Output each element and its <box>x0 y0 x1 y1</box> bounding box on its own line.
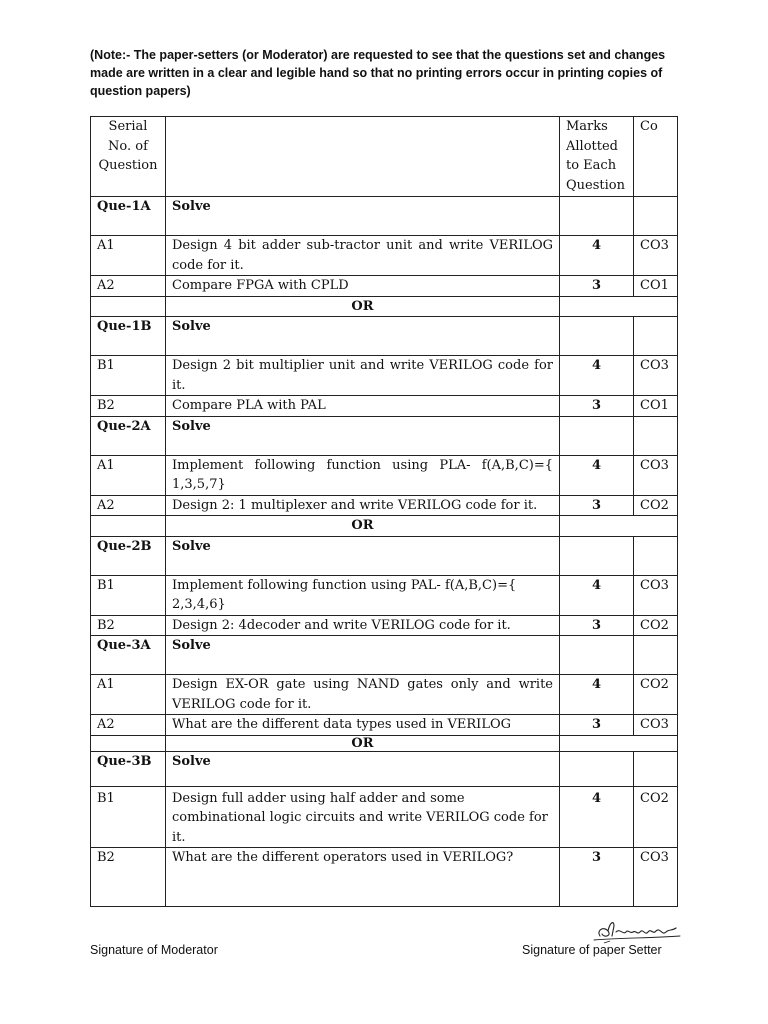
table-row <box>91 495 678 516</box>
or-row <box>91 296 678 317</box>
table-row <box>91 786 678 848</box>
co-cell: CO2 <box>634 786 678 848</box>
or-label: OR <box>166 735 560 751</box>
marks-cell: 3 <box>560 276 634 297</box>
or-row <box>91 516 678 537</box>
marks-cell: 4 <box>560 575 634 615</box>
marks-header: Marks Allotted to Each Question <box>560 117 634 197</box>
table-row <box>91 751 678 786</box>
serial-cell: Que-3A <box>91 636 166 675</box>
question-cell: Design full adder using half adder and some combinational logic circuits and write VERILOG code for it. <box>166 786 560 848</box>
table-row <box>91 396 678 417</box>
table-row <box>91 615 678 636</box>
co-cell: CO1 <box>634 396 678 417</box>
question-cell: Implement following function using PAL- f(A,B,C)={ 2,3,4,6} <box>166 575 560 615</box>
serial-cell: B1 <box>91 575 166 615</box>
co-cell: CO3 <box>634 848 678 907</box>
marks-cell: 3 <box>560 615 634 636</box>
table-row <box>91 675 678 715</box>
question-cell: Solve <box>166 636 560 675</box>
serial-cell: A1 <box>91 675 166 715</box>
serial-cell: B2 <box>91 615 166 636</box>
question-cell: Design EX-OR gate using NAND gates only and write VERILOG code for it. <box>166 675 560 715</box>
co-cell <box>634 636 678 675</box>
serial-cell: Que-3B <box>91 751 166 786</box>
table-row <box>91 197 678 236</box>
question-cell: What are the different data types used in VERILOG <box>166 715 560 736</box>
co-cell: CO3 <box>634 575 678 615</box>
table-row <box>91 536 678 575</box>
serial-cell: Que-2A <box>91 416 166 455</box>
question-cell: Implement following function using PLA- f(A,B,C)={ 1,3,5,7} <box>166 455 560 495</box>
table-row <box>91 236 678 276</box>
co-header: Co <box>634 117 678 197</box>
handwritten-signature <box>590 918 685 946</box>
or-label: OR <box>166 296 560 317</box>
serial-cell: B2 <box>91 396 166 417</box>
serial-cell: A2 <box>91 276 166 297</box>
marks-cell: 3 <box>560 396 634 417</box>
question-header <box>166 117 560 197</box>
marks-cell: 4 <box>560 455 634 495</box>
serial-cell: Que-1B <box>91 317 166 356</box>
serial-cell: Que-1A <box>91 197 166 236</box>
table-row <box>91 455 678 495</box>
question-cell: Solve <box>166 536 560 575</box>
question-table <box>90 116 678 907</box>
co-cell: CO1 <box>634 276 678 297</box>
co-cell: CO3 <box>634 455 678 495</box>
co-cell: CO2 <box>634 495 678 516</box>
marks-cell: 3 <box>560 495 634 516</box>
table-row <box>91 715 678 736</box>
table-header-row <box>91 117 678 197</box>
or-row <box>91 735 678 751</box>
marks-cell <box>560 751 634 786</box>
marks-cell <box>560 197 634 236</box>
serial-cell: A1 <box>91 455 166 495</box>
instruction-note: (Note:- The paper-setters (or Moderator) are requested to see that the questions set and changes made are written in a clear and legible hand so that no printing errors occur in printing copies of question papers) <box>90 48 666 98</box>
marks-cell: 4 <box>560 675 634 715</box>
moderator-signature-label: Signature of Moderator <box>90 943 218 957</box>
co-cell: CO3 <box>634 715 678 736</box>
co-cell <box>634 536 678 575</box>
marks-cell <box>560 636 634 675</box>
co-cell <box>634 416 678 455</box>
marks-cell: 3 <box>560 715 634 736</box>
question-cell: Solve <box>166 317 560 356</box>
serial-cell: B1 <box>91 786 166 848</box>
co-cell: CO3 <box>634 356 678 396</box>
marks-cell <box>560 536 634 575</box>
marks-cell <box>560 317 634 356</box>
co-cell <box>634 751 678 786</box>
question-cell: Compare PLA with PAL <box>166 396 560 417</box>
question-cell: Design 2 bit multiplier unit and write VERILOG code for it. <box>166 356 560 396</box>
setter-signature-label: Signature of paper Setter <box>522 943 662 957</box>
serial-header: Serial No. of Question <box>91 117 166 197</box>
table-row <box>91 416 678 455</box>
table-row <box>91 848 678 907</box>
serial-cell: A1 <box>91 236 166 276</box>
co-cell <box>634 197 678 236</box>
question-cell: Compare FPGA with CPLD <box>166 276 560 297</box>
question-cell: Solve <box>166 751 560 786</box>
question-cell: Design 4 bit adder sub-tractor unit and write VERILOG code for it. <box>166 236 560 276</box>
question-cell: Design 2: 1 multiplexer and write VERILOG code for it. <box>166 495 560 516</box>
serial-cell: B1 <box>91 356 166 396</box>
marks-cell: 4 <box>560 236 634 276</box>
marks-cell: 4 <box>560 356 634 396</box>
table-row <box>91 636 678 675</box>
question-cell: Solve <box>166 416 560 455</box>
table-row <box>91 276 678 297</box>
serial-cell: A2 <box>91 495 166 516</box>
table-row <box>91 356 678 396</box>
co-cell: CO2 <box>634 675 678 715</box>
table-row <box>91 575 678 615</box>
or-label: OR <box>166 516 560 537</box>
serial-cell: Que-2B <box>91 536 166 575</box>
marks-cell <box>560 416 634 455</box>
co-cell: CO2 <box>634 615 678 636</box>
marks-cell: 4 <box>560 786 634 848</box>
marks-cell: 3 <box>560 848 634 907</box>
co-cell <box>634 317 678 356</box>
question-cell: What are the different operators used in VERILOG? <box>166 848 560 907</box>
question-cell: Design 2: 4decoder and write VERILOG code for it. <box>166 615 560 636</box>
serial-cell: B2 <box>91 848 166 907</box>
question-cell: Solve <box>166 197 560 236</box>
co-cell: CO3 <box>634 236 678 276</box>
table-row <box>91 317 678 356</box>
serial-cell: A2 <box>91 715 166 736</box>
